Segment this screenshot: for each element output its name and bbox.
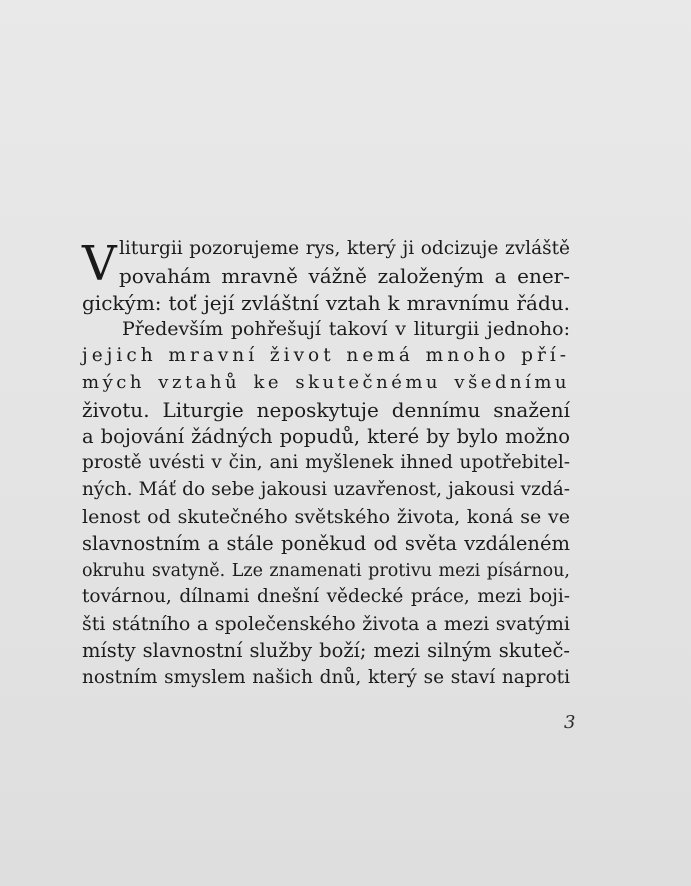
text-line-1: liturgii pozorujeme rys, který ji odcizuje zvláště: [119, 238, 570, 259]
text-line-13: okruhu svatyně. Lze znamenati protivu mezi písárnou,: [82, 560, 570, 581]
text-line-17: nostním smyslem našich dnů, který se staví naproti: [82, 666, 570, 688]
text-line-9: prostě uvésti v čin, ani myšlenek ihned upotřebitel-: [82, 452, 570, 474]
page-number: 3: [564, 712, 576, 733]
text-line-5: jejich mravní život nemá mnoho pří-: [82, 345, 570, 367]
text-line-14: továrnou, dílnami dnešní vědecké práce, mezi boji-: [82, 586, 570, 608]
text-line-4: Především pohřešují takoví v liturgii jednoho:: [122, 318, 570, 341]
text-line-12: slavnostním a stále poněkud od světa vzdáleném: [82, 531, 570, 555]
text-line-8: a bojování žádných popudů, které by bylo možno: [82, 424, 570, 448]
text-line-7: životu. Liturgie neposkytuje dennímu snažení: [82, 397, 570, 422]
body-text: [82, 236, 570, 692]
text-line-15: šti státního a společenského života a mezi svatými: [82, 613, 570, 636]
text-line-10: ných. Máť do sebe jakousi uzavřenost, jakousi vzdá-: [82, 479, 570, 501]
text-line-11: lenost od skutečného světského života, koná se ve: [82, 505, 570, 528]
text-line-3: gickým: toť její zvláštní vztah k mravnímu řádu.: [82, 290, 570, 315]
drop-cap: V: [82, 236, 117, 292]
text-line-2: povahám mravně vážně založeným a ener-: [119, 263, 570, 288]
text-line-16: místy slavnostní služby boží; mezi silným skuteč-: [82, 638, 570, 662]
text-line-6: mých vztahů ke skutečnému všednímu: [82, 371, 570, 393]
